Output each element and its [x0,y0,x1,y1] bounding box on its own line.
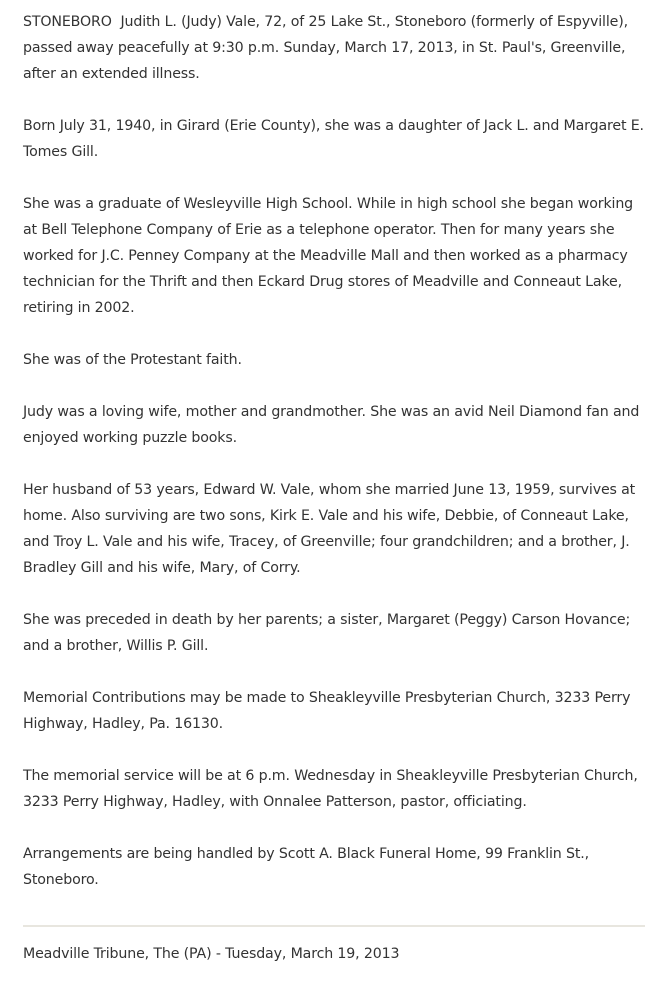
birth-paragraph: Born July 31, 1940, in Girard (Erie County), she was a daughter of Jack L. and Margaret E. Tomes Gill. [23,118,644,160]
divider [23,925,645,927]
personal-paragraph: Judy was a loving wife, mother and grandmother. She was an avid Neil Diamond fan and enjoyed working puzzle books. [23,404,640,446]
memorial-service-paragraph: The memorial service will be at 6 p.m. Wednesday in Sheakleyville Presbyterian Church, 3233 Perry Highway, Hadley, with Onnalee Patterson, pastor, officiating. [23,768,638,810]
survivors-paragraph: Her husband of 53 years, Edward W. Vale, whom she married June 13, 1959, survives at home. Also surviving are two sons, Kirk E. Vale and his wife, Debbie, of Conneaut Lake, and Troy L. Vale and his wife, Tracey, of Greenville; four grandchildren; and a brother, J. Bradley Gill and his wife, Mary, of Corry. [23,482,636,576]
memorial-contributions-paragraph: Memorial Contributions may be made to Sheakleyville Presbyterian Church, 3233 Perry Highway, Hadley, Pa. 16130. [23,690,631,732]
obituary-body [23,9,647,919]
arrangements-paragraph: Arrangements are being handled by Scott A. Black Funeral Home, 99 Franklin St., Stoneboro. [23,846,589,888]
source-line: Meadville Tribune, The (PA) - Tuesday, March 19, 2013 [23,946,400,962]
career-paragraph: She was a graduate of Wesleyville High School. While in high school she began working at Bell Telephone Company of Erie as a telephone operator. Then for many years she worked for J.C. Penney Company at the Meadville Mall and then worked as a pharmacy technician for the Thrift and then Eckard Drug stores of Meadville and Conneaut Lake, retiring in 2002. [23,196,634,316]
obituary-intro-paragraph: STONEBORO Judith L. (Judy) Vale, 72, of 25 Lake St., Stoneboro (formerly of Espyville), passed away peacefully at 9:30 p.m. Sunday, March 17, 2013, in St. Paul's, Greenville, after an extended illness. [23,14,628,82]
faith-paragraph: She was of the Protestant faith. [23,352,242,368]
preceded-paragraph: She was preceded in death by her parents; a sister, Margaret (Peggy) Carson Hovance; and a brother, Willis P. Gill. [23,612,631,654]
